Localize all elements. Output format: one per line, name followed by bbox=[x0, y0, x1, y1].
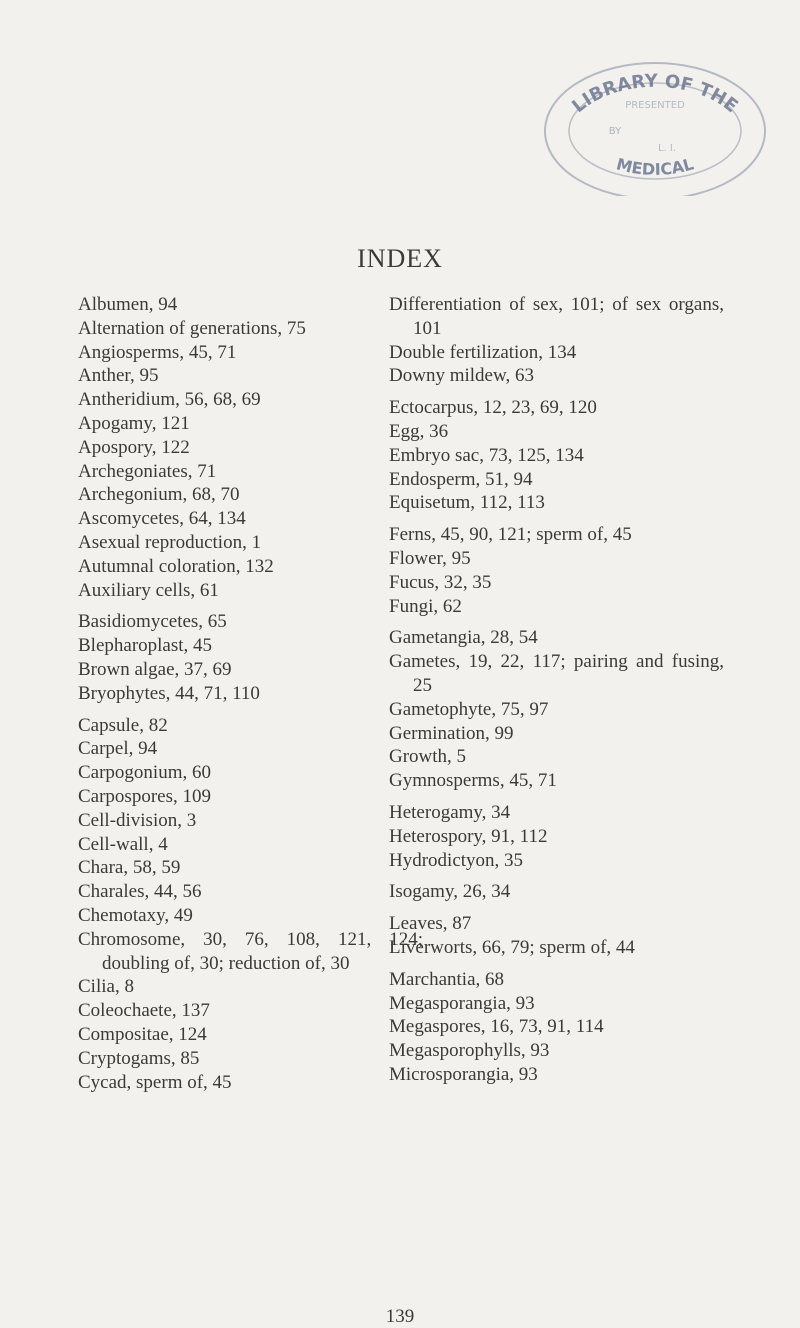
index-entry: Gymnosperms, 45, 71 bbox=[389, 770, 557, 792]
index-left-column bbox=[78, 293, 423, 1102]
index-entry: Cryptogams, 85 bbox=[78, 1047, 200, 1069]
index-entry: Microsporangia, 93 bbox=[389, 1063, 538, 1085]
index-entry: Carpel, 94 bbox=[78, 738, 158, 760]
index-entry: Asexual reproduction, 1 bbox=[78, 531, 262, 553]
index-entry: Hydrodictyon, 35 bbox=[389, 849, 524, 871]
index-entry: Gametes, 19, 22, 117; pairing and fusing, 25 bbox=[389, 651, 724, 696]
index-entry: Heterospory, 91, 112 bbox=[389, 825, 548, 847]
index-entry: Equisetum, 112, 113 bbox=[389, 492, 545, 514]
index-entry: Flower, 95 bbox=[389, 547, 471, 569]
library-stamp bbox=[535, 46, 775, 196]
page-number: 139 bbox=[385, 1306, 415, 1327]
index-letter-group bbox=[389, 626, 724, 793]
index-entry: Archegoniates, 71 bbox=[78, 460, 217, 482]
index-entry: Anther, 95 bbox=[78, 365, 159, 387]
index-entry: Cell-division, 3 bbox=[78, 809, 197, 831]
index-entry: Chemotaxy, 49 bbox=[78, 904, 193, 926]
index-entry: Gametangia, 28, 54 bbox=[389, 627, 538, 649]
index-entry: Carpospores, 109 bbox=[78, 785, 211, 807]
index-letter-group bbox=[78, 714, 423, 1095]
library-stamp-seal bbox=[535, 46, 775, 196]
index-entry: Cilia, 8 bbox=[78, 976, 134, 998]
index-entry: Heterogamy, 34 bbox=[389, 801, 511, 823]
index-entry: Carpogonium, 60 bbox=[78, 762, 211, 784]
index-entry: Megasporangia, 93 bbox=[389, 992, 535, 1014]
index-entry: Brown algae, 37, 69 bbox=[78, 658, 232, 680]
index-entry: Capsule, 82 bbox=[78, 714, 168, 736]
index-entry: Blepharoplast, 45 bbox=[78, 635, 213, 657]
index-entry: Coleochaete, 137 bbox=[78, 1000, 210, 1022]
index-entry: Leaves, 87 bbox=[389, 913, 472, 935]
index-entry: Compositae, 124 bbox=[78, 1023, 207, 1045]
index-entry: Apospory, 122 bbox=[78, 436, 190, 458]
index-entry: Ferns, 45, 90, 121; sperm of, 45 bbox=[389, 524, 632, 546]
index-letter-group bbox=[389, 801, 724, 872]
index-entry: Embryo sac, 73, 125, 134 bbox=[389, 444, 584, 466]
index-letter-group bbox=[78, 610, 423, 705]
index-entry: Egg, 36 bbox=[389, 420, 449, 442]
index-entry: Liverworts, 66, 79; sperm of, 44 bbox=[389, 936, 635, 958]
index-entry: Basidiomycetes, 65 bbox=[78, 611, 227, 633]
index-entry: Gametophyte, 75, 97 bbox=[389, 698, 549, 720]
index-entry: Fucus, 32, 35 bbox=[389, 571, 492, 593]
svg-text:LIBRARY OF THE: LIBRARY OF THE bbox=[568, 70, 742, 118]
index-entry: Marchantia, 68 bbox=[389, 968, 505, 990]
index-letter-group bbox=[389, 523, 724, 618]
index-entry: Isogamy, 26, 34 bbox=[389, 881, 511, 903]
index-entry: Bryophytes, 44, 71, 110 bbox=[78, 682, 260, 704]
index-letter-group bbox=[389, 880, 724, 904]
index-right-column bbox=[389, 293, 724, 1095]
index-entry: Megasporophylls, 93 bbox=[389, 1040, 550, 1062]
index-entry: Cell-wall, 4 bbox=[78, 833, 168, 855]
index-entry: Chara, 58, 59 bbox=[78, 857, 181, 879]
index-letter-group bbox=[389, 968, 724, 1087]
index-entry: Archegonium, 68, 70 bbox=[78, 484, 240, 506]
index-entry: Differentiation of sex, 101; of sex organs, 101 bbox=[389, 294, 724, 339]
index-entry: Chromosome, 30, 76, 108, 121, 124; doubling of, 30; reduction of, 30 bbox=[78, 928, 423, 974]
index-entry: Downy mildew, 63 bbox=[389, 365, 534, 387]
index-entry: Cycad, sperm of, 45 bbox=[78, 1071, 232, 1093]
index-entry: Autumnal coloration, 132 bbox=[78, 555, 274, 577]
svg-text:BY: BY bbox=[608, 126, 622, 137]
svg-text:L. I.: L. I. bbox=[657, 143, 677, 154]
index-entry: Ascomycetes, 64, 134 bbox=[78, 508, 246, 530]
index-entry: Charales, 44, 56 bbox=[78, 881, 202, 903]
index-entry: Double fertilization, 134 bbox=[389, 341, 577, 363]
index-entry: Endosperm, 51, 94 bbox=[389, 468, 533, 490]
index-letter-group bbox=[389, 912, 724, 960]
index-entry: Antheridium, 56, 68, 69 bbox=[78, 389, 261, 411]
svg-text:MEDICAL: MEDICAL bbox=[614, 154, 696, 179]
index-entry: Growth, 5 bbox=[389, 746, 467, 768]
index-letter-group bbox=[78, 293, 423, 602]
index-letter-group bbox=[389, 293, 724, 388]
index-letter-group bbox=[389, 396, 724, 515]
index-entry: Auxiliary cells, 61 bbox=[78, 579, 219, 601]
svg-text:PRESENTED: PRESENTED bbox=[625, 100, 685, 111]
index-entry: Fungi, 62 bbox=[389, 595, 462, 617]
index-title: INDEX bbox=[357, 244, 443, 273]
index-entry: Albumen, 94 bbox=[78, 294, 178, 315]
index-entry: Alternation of generations, 75 bbox=[78, 317, 306, 339]
index-entry: Megaspores, 16, 73, 91, 114 bbox=[389, 1016, 604, 1038]
index-entry: Ectocarpus, 12, 23, 69, 120 bbox=[389, 397, 597, 419]
index-entry: Angiosperms, 45, 71 bbox=[78, 341, 237, 363]
index-entry: Germination, 99 bbox=[389, 722, 514, 744]
index-entry: Apogamy, 121 bbox=[78, 412, 190, 434]
